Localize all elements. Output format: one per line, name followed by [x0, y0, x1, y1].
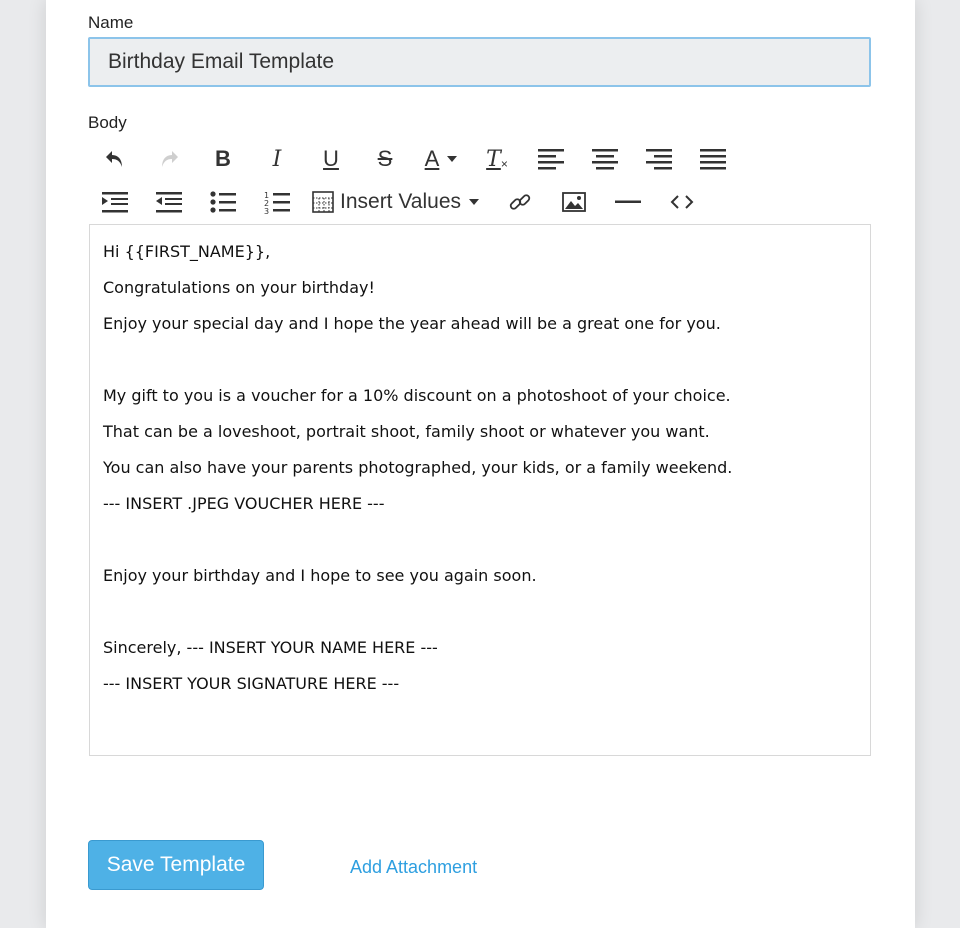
- outdent-button[interactable]: [142, 185, 196, 219]
- align-center-button[interactable]: [578, 142, 632, 176]
- font-color-button[interactable]: [412, 142, 470, 176]
- horizontal-rule-button[interactable]: [601, 185, 655, 219]
- template-name-input[interactable]: [88, 37, 871, 87]
- numbered-list-button[interactable]: [250, 185, 304, 219]
- body-line: [103, 600, 857, 636]
- outdent-icon: [156, 191, 182, 213]
- image-icon: [562, 192, 586, 212]
- body-line: You can also have your parents photographed, your kids, or a family weekend.: [103, 458, 733, 477]
- body-line: [103, 528, 857, 564]
- strikethrough-icon: S: [377, 146, 393, 171]
- editor-toolbar-row-1: [88, 142, 740, 176]
- add-attachment-link[interactable]: Add Attachment: [350, 857, 478, 877]
- caret-down-icon: [447, 156, 457, 162]
- bulleted-list-button[interactable]: [196, 185, 250, 219]
- editor-toolbar-row-2: [88, 185, 709, 219]
- code-view-button[interactable]: [655, 185, 709, 219]
- body-line: --- INSERT YOUR SIGNATURE HERE ---: [103, 674, 400, 693]
- insert-values-label: Insert Values: [340, 190, 462, 213]
- align-left-button[interactable]: [524, 142, 578, 176]
- caret-down-icon: [469, 199, 479, 205]
- numbered-list-icon: [264, 190, 290, 214]
- align-left-icon: [538, 148, 564, 170]
- body-line: [103, 348, 857, 384]
- redo-button[interactable]: [142, 142, 196, 176]
- font-color-icon: A: [424, 146, 440, 171]
- align-justify-button[interactable]: [686, 142, 740, 176]
- align-right-icon: [646, 148, 672, 170]
- body-line: Sincerely, --- INSERT YOUR NAME HERE ---: [103, 638, 438, 657]
- underline-button[interactable]: [304, 142, 358, 176]
- indent-icon: [102, 191, 128, 213]
- body-line: --- INSERT .JPEG VOUCHER HERE ---: [103, 494, 385, 513]
- email-body-editor[interactable]: [89, 224, 871, 756]
- link-button[interactable]: [493, 185, 547, 219]
- bulleted-list-icon: [210, 191, 236, 213]
- table-grid-icon: [312, 191, 334, 213]
- body-line: Enjoy your birthday and I hope to see you again soon.: [103, 566, 537, 585]
- body-line: Enjoy your special day and I hope the year ahead will be a great one for you.: [103, 314, 721, 333]
- undo-icon: [103, 147, 127, 171]
- save-template-button[interactable]: Save Template: [88, 840, 264, 890]
- undo-button[interactable]: [88, 142, 142, 176]
- align-center-icon: [592, 148, 618, 170]
- svg-text:2: 2: [264, 199, 270, 208]
- code-view-icon: [670, 193, 694, 211]
- body-label: Body: [88, 113, 127, 132]
- align-justify-icon: [700, 148, 726, 170]
- svg-text:1: 1: [264, 191, 270, 200]
- bold-button[interactable]: [196, 142, 250, 176]
- insert-values-dropdown[interactable]: [304, 185, 493, 219]
- horizontal-rule-icon: [615, 199, 641, 205]
- clear-format-button[interactable]: T ×: [486, 146, 508, 172]
- body-line: Hi {{FIRST_NAME}},: [103, 242, 271, 261]
- underline-icon: U: [323, 146, 339, 171]
- italic-button[interactable]: [250, 142, 304, 176]
- align-right-button[interactable]: [632, 142, 686, 176]
- image-button[interactable]: [547, 185, 601, 219]
- name-label: Name: [88, 13, 134, 32]
- clear-format-icon: T: [486, 146, 501, 172]
- body-line: My gift to you is a voucher for a 10% discount on a photoshoot of your choice.: [103, 386, 731, 405]
- italic-icon: I: [272, 146, 282, 172]
- indent-button[interactable]: [88, 185, 142, 219]
- body-line: Congratulations on your birthday!: [103, 278, 375, 297]
- template-form-panel: [46, 0, 915, 928]
- bold-icon: B: [215, 146, 231, 171]
- link-icon: [508, 190, 532, 214]
- body-line: That can be a loveshoot, portrait shoot, family shoot or whatever you want.: [103, 422, 710, 441]
- svg-text:3: 3: [264, 207, 270, 214]
- strikethrough-button[interactable]: [358, 142, 412, 176]
- redo-icon: [157, 147, 181, 171]
